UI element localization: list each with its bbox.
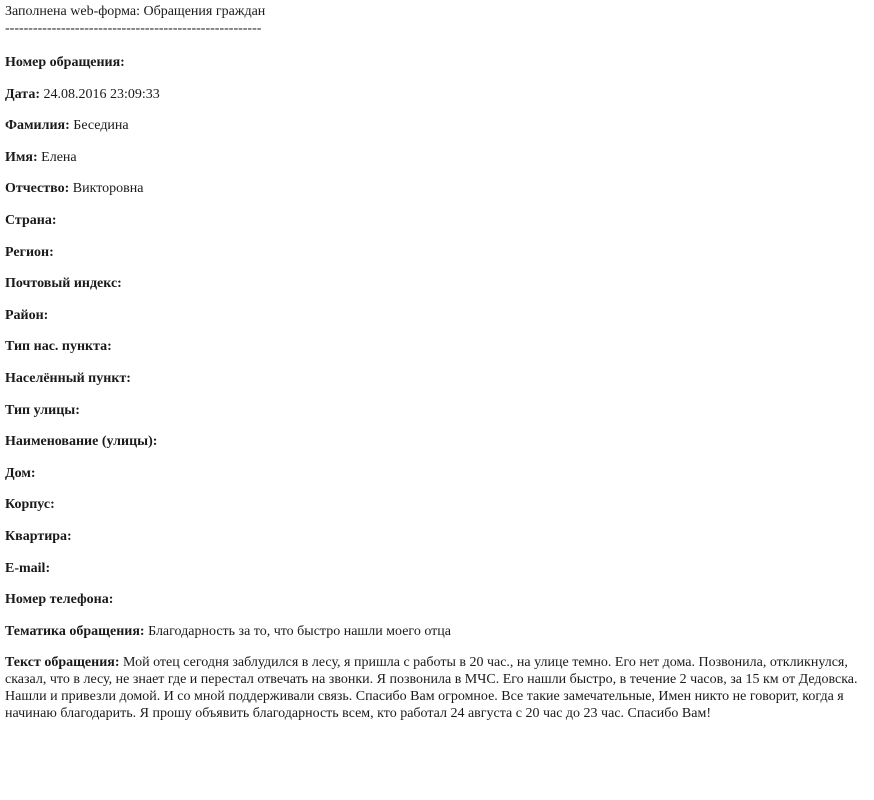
field-building [5,496,874,513]
field-value: Благодарность за то, что быстро нашли моего отца [148,623,451,639]
field-value: Викторовна [72,181,144,197]
form-fields [5,54,874,722]
message-label: Текст обращения: [5,654,120,670]
field-label: Тематика обращения: [5,623,145,639]
field-label: Наименование (улицы): [5,434,158,450]
field-date [5,86,874,103]
field-label: Отчество: [5,181,70,197]
field-value: 24.08.2016 23:09:33 [43,86,160,102]
field-label: Тип нас. пункта: [5,339,112,355]
field-topic [5,623,874,640]
field-surname [5,117,874,134]
field-country [5,212,874,229]
field-region [5,244,874,261]
field-label: Фамилия: [5,118,70,134]
form-title: Заполнена web-форма: Обращения граждан [5,4,266,19]
field-label: Регион: [5,244,54,260]
field-label: Номер обращения: [5,55,125,70]
field-apartment [5,528,874,545]
field-value: Беседина [73,118,129,134]
field-label: Номер телефона: [5,592,114,608]
field-email [5,560,874,577]
field-label: Дом: [5,465,36,481]
field-patronymic [5,180,874,197]
field-label: Корпус: [5,497,55,513]
field-label: Страна: [5,212,57,228]
field-street-type [5,402,874,419]
field-settlement-type [5,338,874,355]
field-message [5,654,869,722]
field-house [5,465,874,482]
field-label: Имя: [5,149,38,165]
field-label: Населённый пункт: [5,370,131,386]
field-value: Елена [41,149,77,165]
field-label: E-mail: [5,560,51,576]
field-postal-code [5,275,874,292]
field-label: Почтовый индекс: [5,276,122,292]
field-label: Дата: [5,86,40,102]
field-settlement [5,370,874,387]
field-label: Район: [5,307,49,323]
field-first-name [5,149,874,166]
separator-line: ------------------------------------------------------- [5,21,262,36]
field-phone [5,591,874,608]
field-label: Тип улицы: [5,402,80,418]
field-label: Квартира: [5,528,72,544]
field-district [5,307,874,324]
field-street-name [5,433,874,450]
message-text: Мой отец сегодня заблудился в лесу, я пришла с работы в 20 час., на улице темно. Его нет дома. Позвонила, откликнулся, сказал, что в лесу, не знает где и перестал отвечать на звонки. Я позвонила в МЧС. Его нашли быстро, в течение 2 часов, за 15 км от Дедовска. Нашли и привезли домой. И со мной поддерживали связь. Спасибо Вам огромное. Все такие замечательные, Имен никто не говорит, когда я начинаю благодарить. Я прошу объявить благодарность всем, кто работал 24 августа с 20 час до 23 час. Спасибо Вам! [5,654,858,721]
field-request-number [5,54,874,71]
